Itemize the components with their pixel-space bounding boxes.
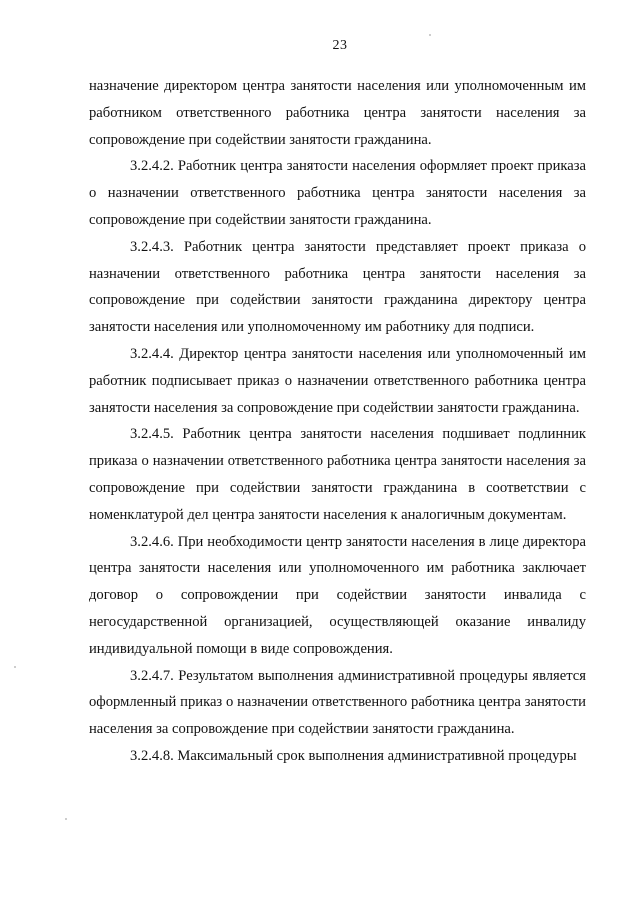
- page-number: 23: [332, 38, 348, 53]
- scan-speck: [14, 666, 16, 668]
- paragraph-3-2-4-2: 3.2.4.2. Работник центра занятости населения оформляет проект приказа о назначении ответственного работника центра занятости населения за сопровождение при содействии занятости гражданина.: [89, 158, 586, 228]
- paragraph-3-2-4-7: 3.2.4.7. Результатом выполнения административной процедуры является оформленный приказ о назначении ответственного работника центра занятости населения за сопровождение при содействии занятости гражданина.: [89, 667, 586, 738]
- paragraph-3-2-4-6: 3.2.4.6. При необходимости центр занятости населения в лице директора центра занятости населения или уполномоченного им работника заключает договор о сопровождении при содействии занятости инвалида с негосударственной организацией, осуществляющей оказание инвалиду индивидуальной помощи в виде сопровождения.: [89, 533, 586, 657]
- document-body: [89, 73, 586, 770]
- paragraph-3-2-4-3: 3.2.4.3. Работник центра занятости представляет проект приказа о назначении ответственного работника центра занятости населения за сопровождение при содействии занятости гражданина директору центра занятости населения или уполномоченному им работнику для подписи.: [89, 238, 586, 336]
- paragraph-3-2-4-4: 3.2.4.4. Директор центра занятости населения или уполномоченный им работник подписывает приказ о назначении ответственного работника центра занятости населения за сопровождение при содействии занятости гражданина.: [89, 345, 586, 416]
- paragraph-3-2-4-8: 3.2.4.8. Максимальный срок выполнения административной процедуры: [130, 747, 577, 764]
- paragraph-3-2-4-5: 3.2.4.5. Работник центра занятости населения подшивает подлинник приказа о назначении ответственного работника центра занятости населения за сопровождение при содействии занятости гражданина в соответствии с номенклатурой дел центра занятости населения к аналогичным документам.: [89, 426, 586, 523]
- scan-speck: [65, 818, 67, 820]
- paragraph-continuation: назначение директором центра занятости населения или уполномоченным им работником ответственного работника центра занятости населения за сопровождение при содействии занятости гражданина.: [89, 78, 586, 148]
- scan-speck: [429, 34, 431, 36]
